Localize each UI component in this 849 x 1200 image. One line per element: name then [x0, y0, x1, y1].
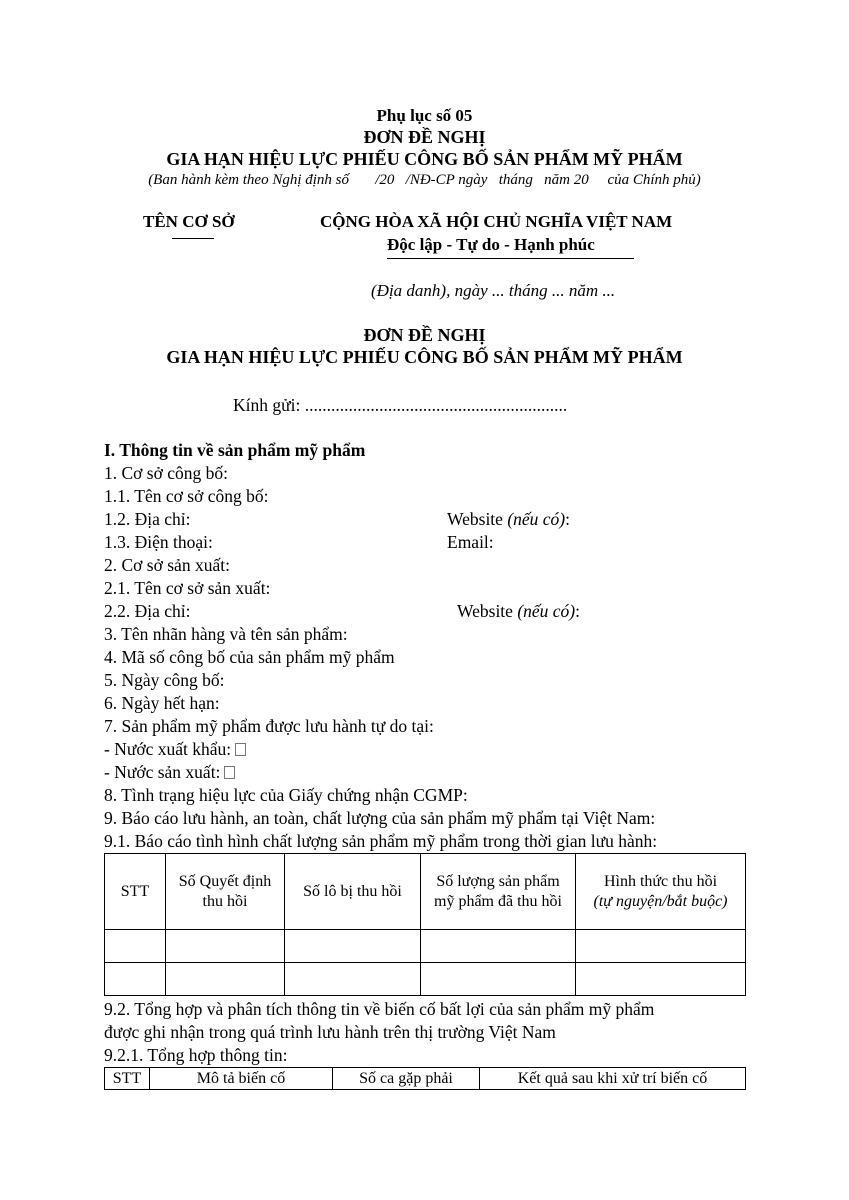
- table-cell[interactable]: [166, 930, 285, 963]
- motto-underline: [387, 258, 634, 259]
- col-case-count: Số ca gặp phải: [333, 1068, 480, 1090]
- national-motto: Độc lập - Tự do - Hạnh phúc: [387, 235, 595, 254]
- addressee: Kính gửi: ............................................................: [233, 395, 568, 415]
- item-2-1: 2.1. Tên cơ sở sản xuất:: [104, 578, 271, 598]
- col-stt: STT: [105, 1068, 150, 1090]
- decree-note: (Ban hành kèm theo Nghị định số /20 /NĐ-CP ngày tháng năm 20 của Chính phủ): [148, 172, 701, 188]
- item-6: 6. Ngày hết hạn:: [104, 693, 220, 713]
- place-date: (Địa danh), ngày ... tháng ... năm ...: [371, 281, 616, 300]
- export-country-checkbox[interactable]: [235, 743, 246, 756]
- table-row: [105, 930, 746, 963]
- table-cell[interactable]: [576, 930, 746, 963]
- item-7: 7. Sản phẩm mỹ phẩm được lưu hành tự do tại:: [104, 716, 434, 736]
- col-stt: STT: [105, 854, 166, 930]
- item-9-2-line1: 9.2. Tổng hợp và phân tích thông tin về biến cố bất lợi của sản phẩm mỹ phẩm: [104, 999, 655, 1019]
- form-title: ĐƠN ĐỀ NGHỊ: [363, 127, 486, 147]
- table-cell[interactable]: [285, 963, 421, 996]
- col-lot: Số lô bị thu hồi: [285, 854, 421, 930]
- origin-country-checkbox[interactable]: [224, 766, 235, 779]
- origin-country: - Nước sản xuất:: [104, 762, 235, 783]
- website-1: Website (nếu có):: [447, 509, 571, 529]
- recall-table-header: [105, 854, 746, 930]
- table-row: [105, 963, 746, 996]
- recall-table: [104, 853, 746, 996]
- table-cell[interactable]: [285, 930, 421, 963]
- item-1-2: 1.2. Địa chỉ:: [104, 509, 191, 529]
- organization-label: TÊN CƠ SỞ: [143, 212, 235, 231]
- item-3: 3. Tên nhãn hàng và tên sản phẩm:: [104, 624, 348, 644]
- item-1-3: 1.3. Điện thoại:: [104, 532, 213, 552]
- item-5: 5. Ngày công bố:: [104, 670, 225, 690]
- item-9-1: 9.1. Báo cáo tình hình chất lượng sản phẩm mỹ phẩm trong thời gian lưu hành:: [104, 831, 658, 851]
- col-decision: Số Quyết định thu hồi: [166, 854, 285, 930]
- col-treatment-result: Kết quả sau khi xử trí biến cố: [480, 1068, 746, 1090]
- table-cell[interactable]: [105, 930, 166, 963]
- item-1-1: 1.1. Tên cơ sở công bố:: [104, 486, 269, 506]
- republic-name: CỘNG HÒA XÃ HỘI CHỦ NGHĨA VIỆT NAM: [320, 212, 673, 231]
- appendix-number: Phụ lục số 05: [376, 106, 473, 125]
- table-cell[interactable]: [166, 963, 285, 996]
- org-underline: [172, 238, 214, 239]
- col-quantity: Số lượng sản phẩm mỹ phẩm đã thu hồi: [421, 854, 576, 930]
- col-recall-form: Hình thức thu hồi (tự nguyện/bắt buộc): [576, 854, 746, 930]
- item-9-2-1: 9.2.1. Tổng hợp thông tin:: [104, 1045, 288, 1065]
- export-country: - Nước xuất khẩu:: [104, 739, 246, 760]
- item-2: 2. Cơ sở sản xuất:: [104, 555, 230, 575]
- item-2-2: 2.2. Địa chỉ:: [104, 601, 191, 621]
- item-9: 9. Báo cáo lưu hành, an toàn, chất lượng của sản phẩm mỹ phẩm tại Việt Nam:: [104, 808, 656, 828]
- table-cell[interactable]: [421, 930, 576, 963]
- item-9-2-line2: được ghi nhận trong quá trình lưu hành trên thị trường Việt Nam: [104, 1022, 556, 1042]
- adverse-event-header: [105, 1068, 746, 1090]
- item-4: 4. Mã số công bố của sản phẩm mỹ phẩm: [104, 647, 395, 667]
- table-cell[interactable]: [105, 963, 166, 996]
- website-2: Website (nếu có):: [457, 601, 581, 621]
- body-title-2: GIA HẠN HIỆU LỰC PHIẾU CÔNG BỐ SẢN PHẨM MỸ PHẨM: [166, 347, 683, 367]
- item-1: 1. Cơ sở công bố:: [104, 463, 228, 483]
- adverse-event-table: [104, 1067, 746, 1090]
- section1-heading: I. Thông tin về sản phẩm mỹ phẩm: [104, 440, 366, 460]
- body-title-1: ĐƠN ĐỀ NGHỊ: [363, 325, 486, 345]
- table-cell[interactable]: [576, 963, 746, 996]
- form-subtitle: GIA HẠN HIỆU LỰC PHIẾU CÔNG BỐ SẢN PHẨM MỸ PHẨM: [166, 149, 683, 169]
- col-event-description: Mô tả biến cố: [150, 1068, 333, 1090]
- email: Email:: [447, 532, 494, 552]
- table-cell[interactable]: [421, 963, 576, 996]
- item-8: 8. Tình trạng hiệu lực của Giấy chứng nhận CGMP:: [104, 785, 468, 805]
